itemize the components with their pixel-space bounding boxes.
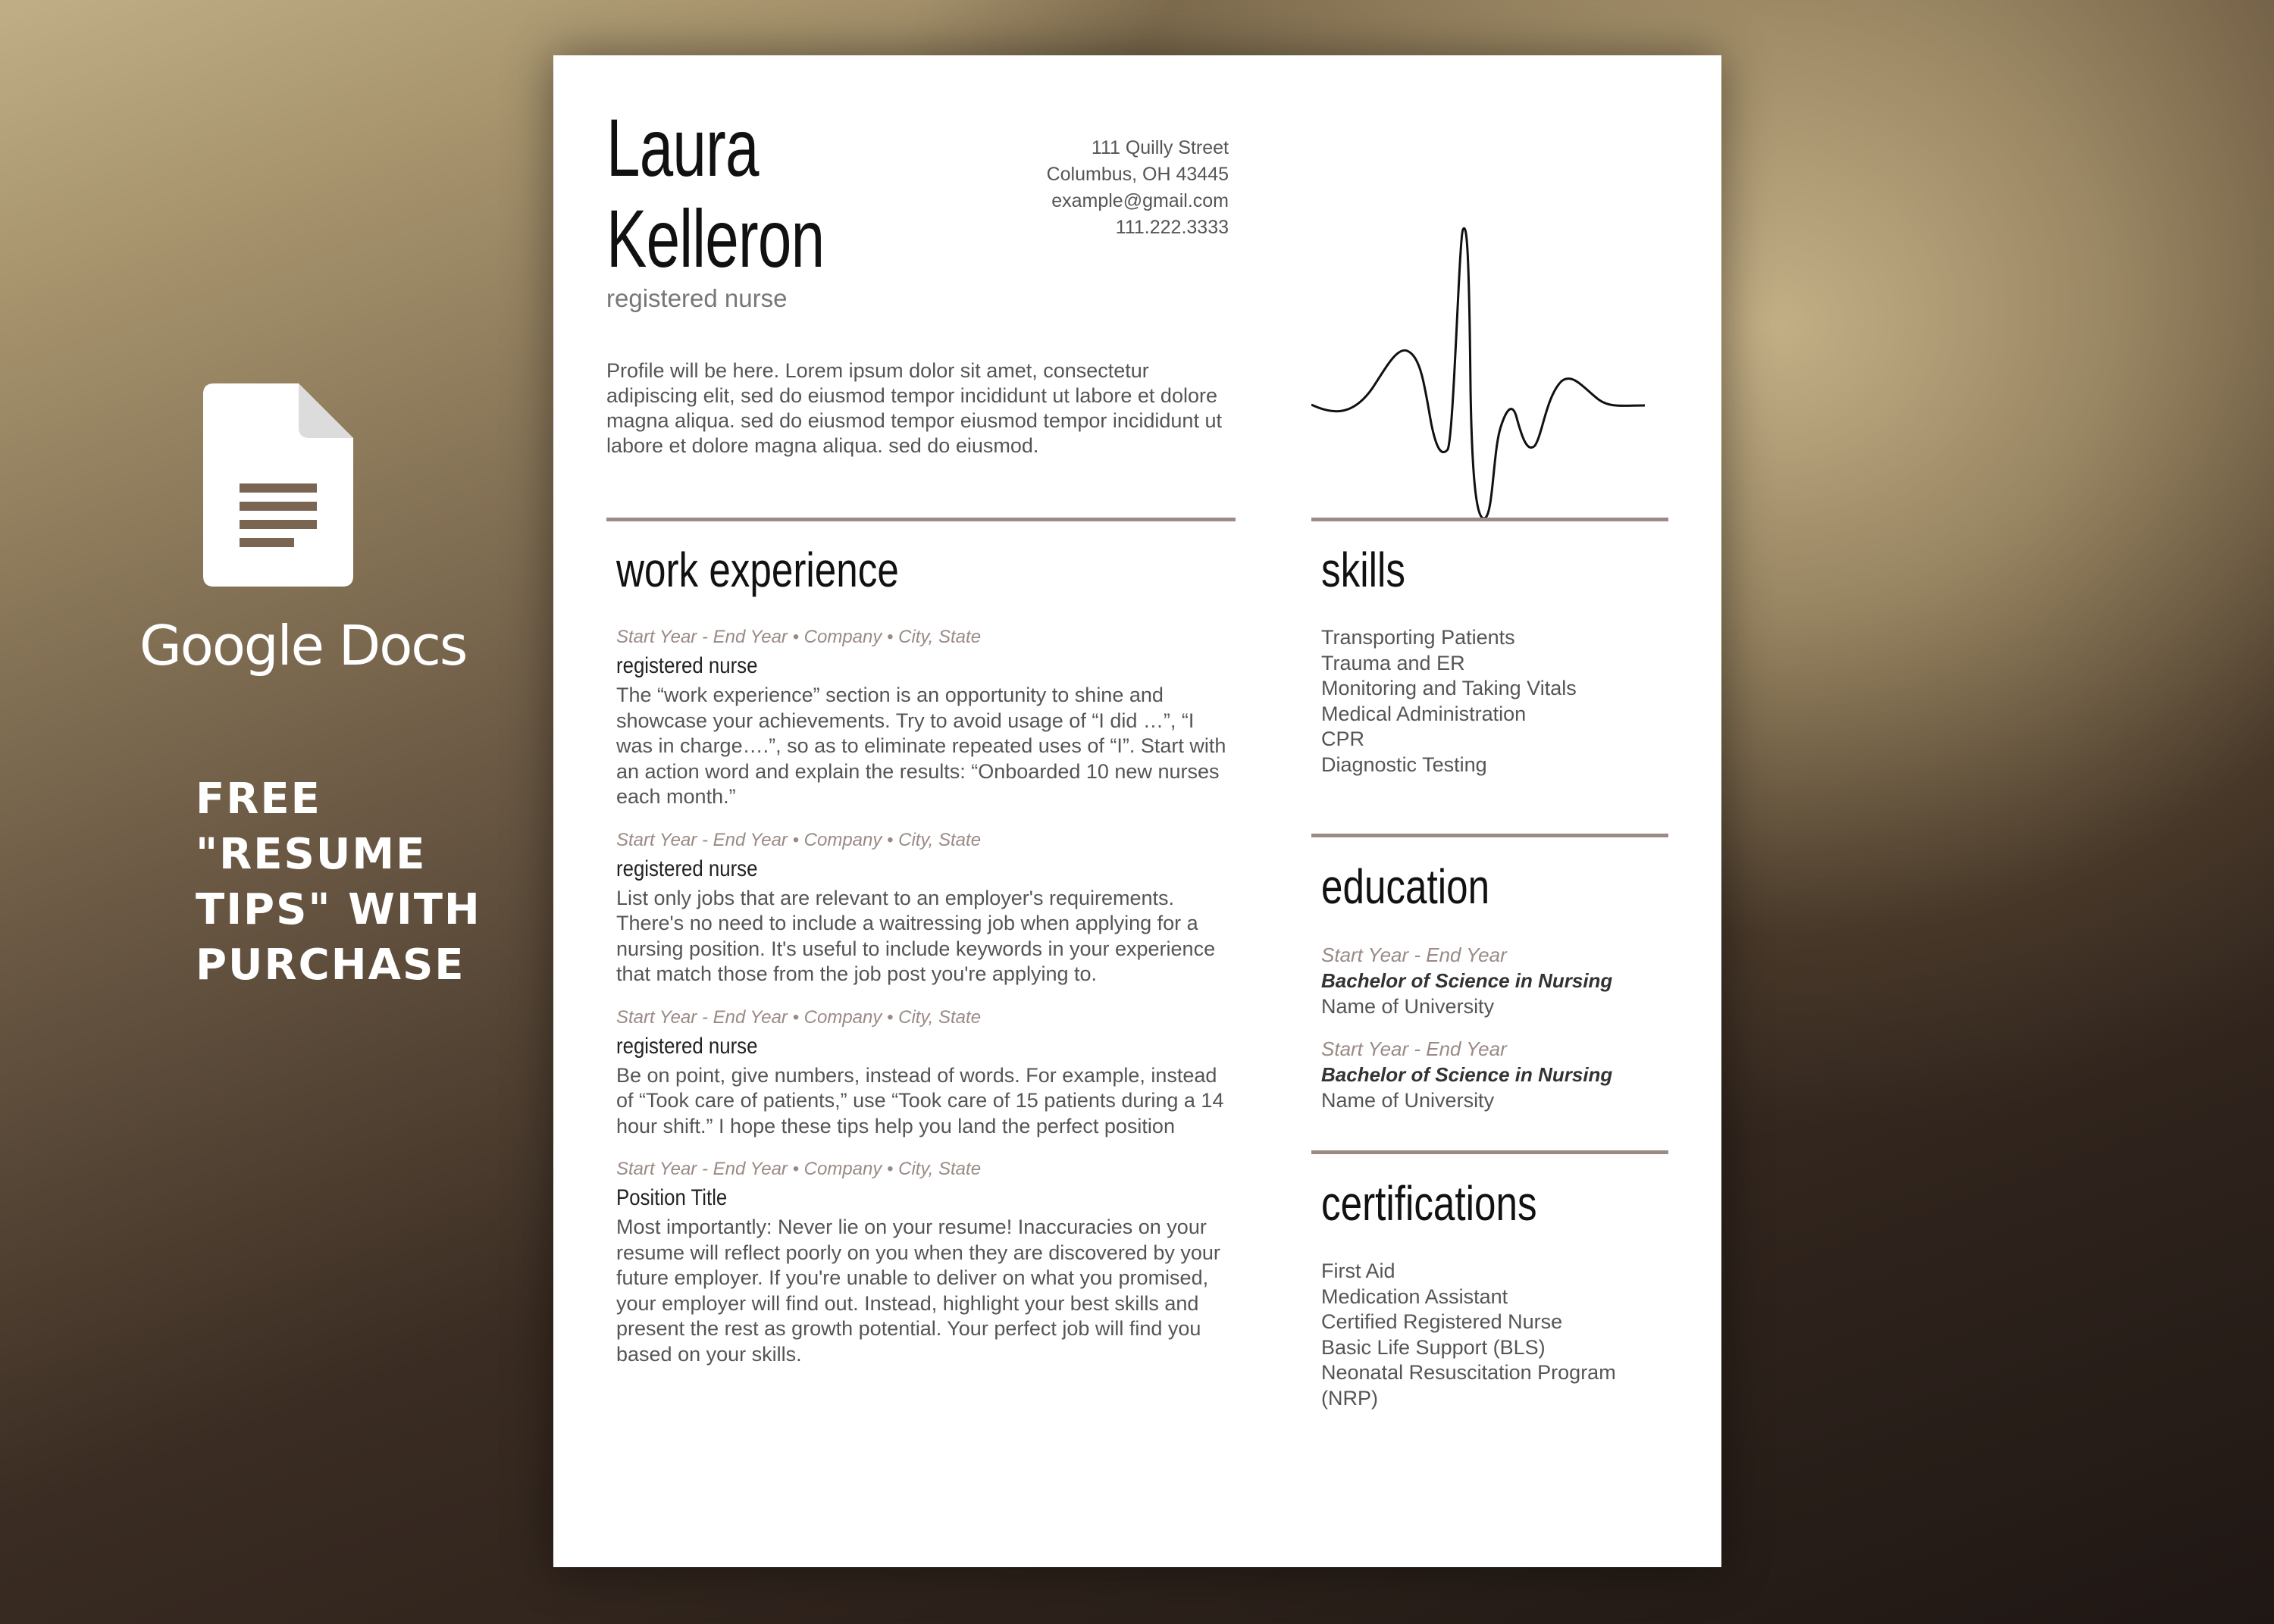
divider bbox=[1311, 518, 1668, 521]
skill-item: Diagnostic Testing bbox=[1321, 753, 1487, 776]
promo-line: PURCHASE bbox=[196, 940, 465, 990]
skills-list bbox=[1321, 625, 1624, 778]
job-description: Be on point, give numbers, instead of words. For example, instead of “Took care of patients,” use “Took care of 15 patients during a 14 hour shift.” I hope these tips help you land the perfect position bbox=[616, 1063, 1224, 1137]
job-meta: Start Year - End Year • Company • City, State bbox=[616, 829, 982, 850]
job-title: registered nurse bbox=[606, 284, 788, 312]
education-list bbox=[1321, 942, 1624, 1130]
job-meta: Start Year - End Year • Company • City, State bbox=[616, 1006, 982, 1028]
contact-email: example@gmail.com bbox=[1051, 190, 1229, 211]
heartbeat-icon bbox=[1311, 161, 1645, 540]
promo-line: "RESUME bbox=[196, 830, 427, 879]
profile-summary: Profile will be here. Lorem ipsum dolor sit amet, consectetur adipiscing elit, sed do eiusmod tempor incididunt ut labore et dolore magna aliqua. sed do eiusmod tempor eiusmod tempor incididunt ut labore et dolore magna aliqua. sed do eiusmod. bbox=[606, 359, 1222, 457]
contact-street: 111 Quilly Street bbox=[1091, 137, 1229, 158]
education-dates: Start Year - End Year bbox=[1321, 943, 1507, 966]
job-meta: Start Year - End Year • Company • City, State bbox=[616, 1159, 982, 1179]
skill-item: Trauma and ER bbox=[1321, 651, 1465, 674]
certification-item: Certified Registered Nurse bbox=[1321, 1310, 1563, 1333]
education-entry bbox=[1321, 942, 1624, 1019]
candidate-name bbox=[606, 102, 824, 284]
job-description: Most importantly: Never lie on your resume! Inaccuracies on your resume will reflect poorly on you when they are discovered by your future employer. If you're unable to deliver on what you promised, your employer will find out. Instead, highlight your best skills and present the rest as growth potential. Your perfect job will find you based on your skills. bbox=[616, 1216, 1220, 1366]
contact-block bbox=[1047, 135, 1229, 241]
divider bbox=[1311, 1150, 1668, 1154]
contact-phone: 111.222.3333 bbox=[1115, 217, 1229, 238]
promo-line: FREE bbox=[196, 774, 321, 824]
google-docs-icon bbox=[203, 383, 353, 587]
divider bbox=[606, 518, 1236, 521]
skill-item: CPR bbox=[1321, 728, 1365, 750]
certifications-list bbox=[1321, 1259, 1624, 1411]
job-title: registered nurse bbox=[616, 653, 758, 678]
education-entry bbox=[1321, 1036, 1624, 1113]
last-name: Kelleron bbox=[606, 192, 825, 284]
promo-text bbox=[196, 771, 544, 993]
job-description: List only jobs that are relevant to an employer's requirements. There's no need to include a waitressing job when applying for a nursing position. It's useful to include keywords in your experience that match those from the job post you're applying to. bbox=[616, 886, 1216, 985]
job-title: registered nurse bbox=[616, 1033, 758, 1059]
contact-city: Columbus, OH 43445 bbox=[1046, 164, 1229, 185]
skill-item: Transporting Patients bbox=[1321, 626, 1515, 649]
work-experience-heading: work experience bbox=[616, 543, 899, 597]
divider bbox=[1311, 834, 1668, 837]
first-name: Laura bbox=[606, 102, 759, 193]
education-degree: Bachelor of Science in Nursing bbox=[1321, 1063, 1613, 1086]
job-meta: Start Year - End Year • Company • City, State bbox=[616, 627, 982, 647]
education-school: Name of University bbox=[1321, 1089, 1495, 1112]
certification-item: (NRP) bbox=[1321, 1386, 1378, 1410]
education-degree: Bachelor of Science in Nursing bbox=[1321, 969, 1613, 992]
resume-page bbox=[553, 55, 1721, 1567]
promo-line: TIPS" WITH bbox=[196, 885, 481, 934]
job-entry bbox=[616, 1157, 1234, 1367]
certification-item: Basic Life Support (BLS) bbox=[1321, 1335, 1546, 1359]
brand-name: Google Docs bbox=[139, 614, 467, 677]
job-entry bbox=[616, 1006, 1234, 1140]
education-dates: Start Year - End Year bbox=[1321, 1037, 1507, 1060]
certification-item: First Aid bbox=[1321, 1259, 1395, 1282]
skill-item: Monitoring and Taking Vitals bbox=[1321, 677, 1577, 699]
work-experience-list bbox=[616, 625, 1234, 1385]
certification-item: Neonatal Resuscitation Program bbox=[1321, 1361, 1616, 1384]
job-title: registered nurse bbox=[616, 856, 758, 881]
job-entry bbox=[616, 625, 1234, 810]
certification-item: Medication Assistant bbox=[1321, 1284, 1508, 1308]
skill-item: Medical Administration bbox=[1321, 702, 1527, 725]
education-school: Name of University bbox=[1321, 995, 1495, 1018]
certifications-heading: certifications bbox=[1321, 1176, 1537, 1231]
job-description: The “work experience” section is an opportunity to shine and showcase your achievements. Try to avoid usage of “I did …”, “I was in charge….”, so as to eliminate repeated uses of “I”. Start with an action word and explain the results: “Onboarded 10 new nurses each month.” bbox=[616, 684, 1226, 808]
skills-heading: skills bbox=[1321, 543, 1405, 597]
job-title: Position Title bbox=[616, 1185, 728, 1210]
education-heading: education bbox=[1321, 859, 1490, 914]
job-entry bbox=[616, 828, 1234, 987]
